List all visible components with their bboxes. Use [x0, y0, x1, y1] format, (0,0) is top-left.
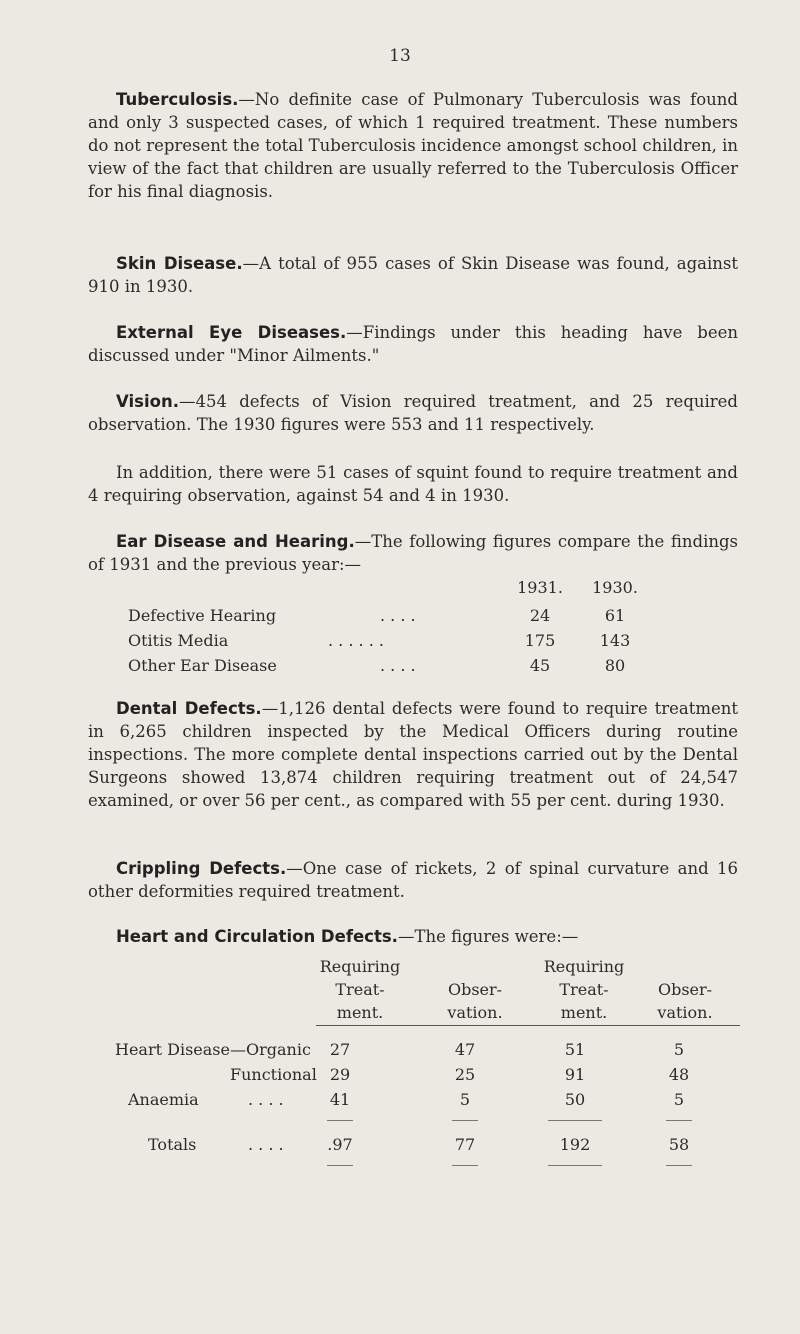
- heart-row-value: 91: [564, 1065, 586, 1084]
- ear-row-value-1930: 80: [604, 656, 626, 675]
- heart-row-value: 5: [673, 1090, 685, 1109]
- total-rule: [548, 1165, 602, 1166]
- heart-row-value: 47: [454, 1040, 476, 1059]
- ear-row-value-1931: 24: [529, 606, 551, 625]
- heart-totals-dots: . . . .: [248, 1135, 284, 1154]
- skin-paragraph: [88, 252, 738, 298]
- vision-text: —454 defects of Vision required treatment, and 25 required observation. The 1930 figures were 553 and 11 respectively.: [88, 392, 738, 434]
- tuberculosis-paragraph: [88, 88, 738, 203]
- heart-col-head: Requiring Treat- ment.: [319, 957, 401, 1022]
- heart-row-value: 50: [564, 1090, 586, 1109]
- ear-col-1931: 1931.: [517, 578, 563, 597]
- heart-totals-value: 192: [559, 1135, 591, 1154]
- heart-text: —The figures were:—: [397, 927, 579, 946]
- heart-row-dots: . . . .: [248, 1090, 284, 1109]
- heart-row-value: 25: [454, 1065, 476, 1084]
- vision-paragraph: [88, 390, 738, 436]
- eye-paragraph: [88, 321, 738, 367]
- ear-row-dots: . . . .: [380, 606, 416, 625]
- heart-row-value: 29: [329, 1065, 351, 1084]
- tuberculosis-text: —No definite case of Pulmonary Tuberculosis was found and only 3 suspected cases, of which 1 required treatment. These numbers do not represent the total Tuberculosis incidence amongst school children, in view of the fact that children are usually referred to the Tuberculosis Officer for his final diagnosis.: [88, 90, 738, 201]
- heart-totals-value: 77: [454, 1135, 476, 1154]
- crippling-paragraph: [88, 857, 738, 903]
- ear-row-dots: . . . .: [380, 656, 416, 675]
- crippling-text: —One case of rickets, 2 of spinal curvature and 16 other deformities required treatment.: [88, 859, 738, 901]
- heart-row-label: Anaemia: [128, 1090, 199, 1109]
- heart-col-head: Requiring Treat- ment.: [543, 957, 625, 1022]
- ear-row-dots: . . . . . .: [328, 631, 384, 650]
- heart-row-value: 5: [459, 1090, 471, 1109]
- tuberculosis-heading: Tuberculosis.: [116, 90, 239, 109]
- dental-text: —1,126 dental defects were found to require treatment in 6,265 children inspected by the Medical Officers during routine inspections. The more complete dental inspections carried out by the Dental Surgeons showed 13,874 children requiring treatment out of 24,547 examined, or over 56 per cent., as compared with 55 per cent. during 1930.: [88, 699, 738, 810]
- skin-text: —A total of 955 cases of Skin Disease was found, against 910 in 1930.: [88, 254, 738, 296]
- heart-heading: Heart and Circulation Defects.: [116, 927, 398, 946]
- squint-paragraph: [88, 461, 738, 507]
- ear-row-label: Defective Hearing: [128, 606, 277, 625]
- ear-heading: Ear Disease and Hearing.: [116, 532, 355, 551]
- crippling-heading: Crippling Defects.: [116, 859, 287, 878]
- sum-rule: [548, 1120, 602, 1121]
- heart-row-value: 27: [329, 1040, 351, 1059]
- heart-row-value: 51: [564, 1040, 586, 1059]
- heart-paragraph: [88, 925, 738, 948]
- heart-header-rule: [316, 1025, 740, 1026]
- page-number: 13: [389, 46, 411, 66]
- ear-row-value-1931: 45: [529, 656, 551, 675]
- heart-row-label: Functional: [230, 1065, 317, 1084]
- sum-rule: [666, 1120, 692, 1121]
- sum-rule: [452, 1120, 478, 1121]
- total-rule: [666, 1165, 692, 1166]
- ear-row-value-1930: 143: [599, 631, 631, 650]
- total-rule: [327, 1165, 353, 1166]
- squint-text: In addition, there were 51 cases of squint found to require treatment and 4 requiring observation, against 54 and 4 in 1930.: [88, 463, 738, 505]
- heart-totals-value: .97: [327, 1135, 353, 1154]
- ear-row-label: Other Ear Disease: [128, 656, 277, 675]
- eye-heading: External Eye Diseases.: [116, 323, 347, 342]
- heart-col-head: Obser- vation.: [657, 980, 713, 1022]
- total-rule: [452, 1165, 478, 1166]
- ear-row-value-1930: 61: [604, 606, 626, 625]
- heart-row-value: 48: [668, 1065, 690, 1084]
- dental-paragraph: [88, 697, 738, 812]
- heart-row-value: 5: [673, 1040, 685, 1059]
- skin-heading: Skin Disease.: [116, 254, 243, 273]
- heart-row-label: Heart Disease—Organic: [115, 1040, 311, 1059]
- sum-rule: [327, 1120, 353, 1121]
- dental-heading: Dental Defects.: [116, 699, 262, 718]
- vision-heading: Vision.: [116, 392, 179, 411]
- ear-paragraph: [88, 530, 738, 576]
- heart-totals-label: Totals: [148, 1135, 197, 1154]
- ear-text: —The following figures compare the findings of 1931 and the previous year:—: [88, 532, 739, 574]
- heart-row-value: 41: [329, 1090, 351, 1109]
- heart-totals-value: 58: [668, 1135, 690, 1154]
- ear-row-value-1931: 175: [524, 631, 556, 650]
- ear-col-1930: 1930.: [592, 578, 638, 597]
- ear-row-label: Otitis Media: [128, 631, 229, 650]
- eye-text: —Findings under this heading have been discussed under "Minor Ailments.": [88, 323, 738, 365]
- heart-col-head: Obser- vation.: [447, 980, 503, 1022]
